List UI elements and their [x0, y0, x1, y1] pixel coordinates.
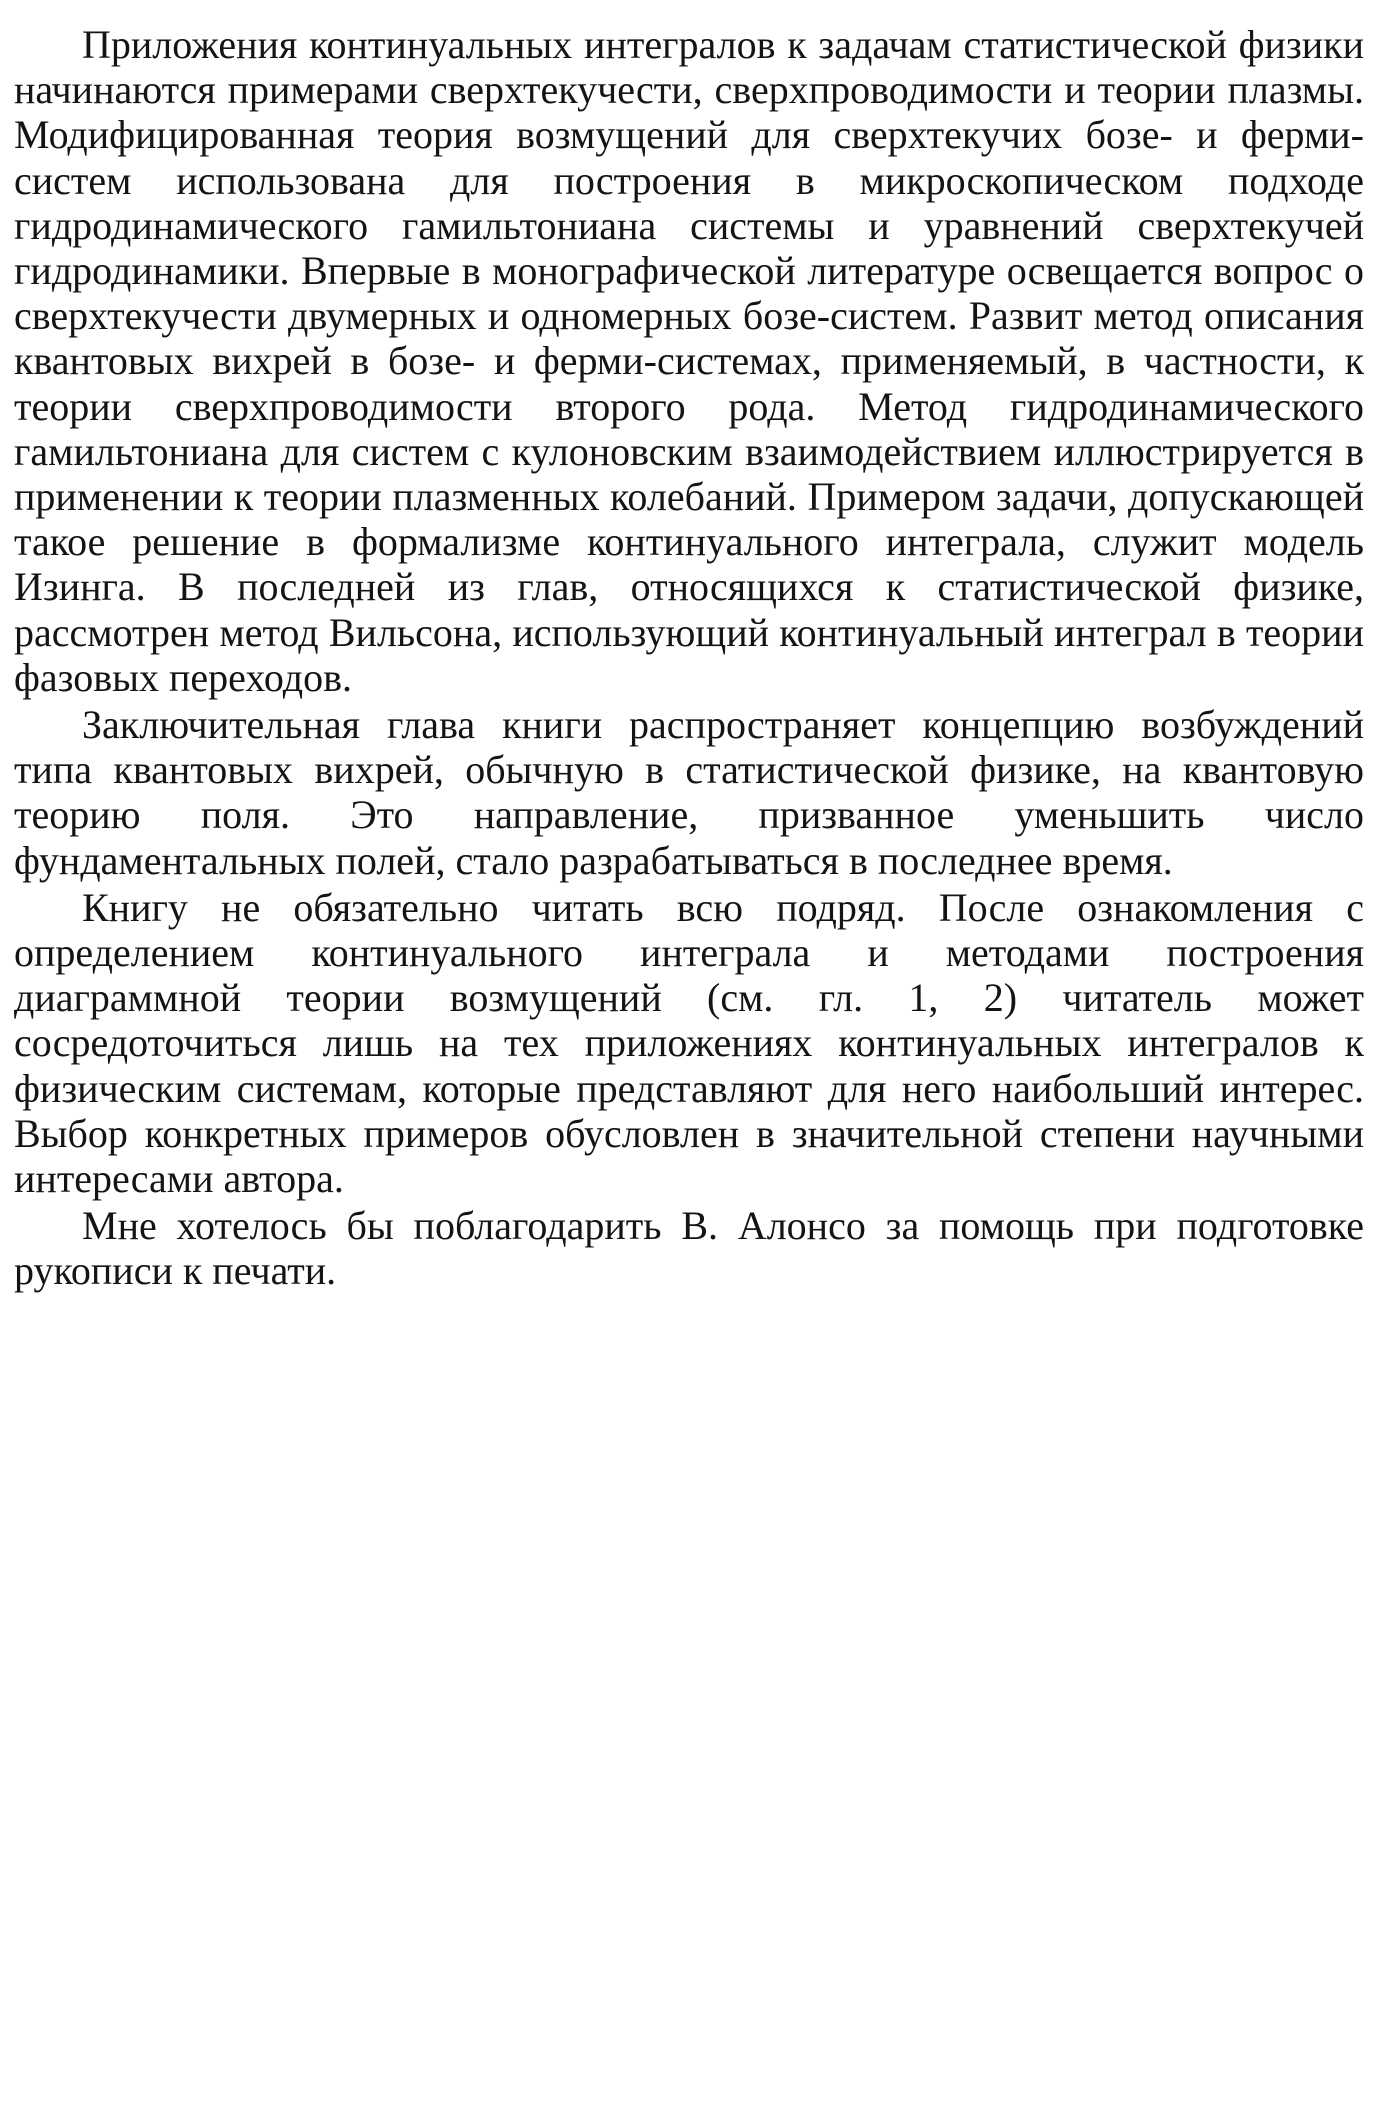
paragraph-final-chapter: Заключительная глава книги распространяет концепцию возбуждений типа квантовых вихрей, обычную в статистической физике, на квантовую теорию поля. Это направление, призванное уменьшить число фундаментальных полей, стало разрабатываться в последнее время. [14, 702, 1364, 883]
paragraph-reading-guide: Книгу не обязательно читать всю подряд. После ознакомления с определением континуального интеграла и методами построения диаграммной теории возмущений (см. гл. 1, 2) читатель может сосредоточиться лишь на тех приложениях континуальных интегралов к физическим системам, которые представляют для него наибольший интерес. Выбор конкретных примеров обусловлен в значительной степени научными интересами автора. [14, 884, 1364, 1202]
paragraph-applications: Приложения континуальных интегралов к задачам статистической физики начинаются примерами сверхтекучести, сверхпроводимости и теории плазмы. Модифицированная теория возмущений для сверхтекучих бозе- и ферми-систем использована для построения в микроскопическом подходе гидродинамического гамильтониана системы и уравнений сверхтекучей гидродинамики. Впервые в монографической литературе освещается вопрос о сверхтекучести двумерных и одномерных бозе-систем. Развит метод описания квантовых вихрей в бозе- и ферми-системах, применяемый, в частности, к теории сверхпроводимости второго рода. Метод гидродинамического гамильтониана для систем с кулоновским взаимодействием иллюстрируется в применении к теории плазменных колебаний. Примером задачи, допускающей такое решение в формализме континуального интеграла, служит модель Изинга. В последней из глав, относящихся к статистической физике, рассмотрен метод Вильсона, использующий континуальный интеграл в теории фазовых переходов. [14, 22, 1364, 700]
paragraph-acknowledgement: Мне хотелось бы поблагодарить В. Алонсо за помощь при подготовке рукописи к печати. [14, 1203, 1364, 1294]
page-body [14, 22, 1364, 1294]
